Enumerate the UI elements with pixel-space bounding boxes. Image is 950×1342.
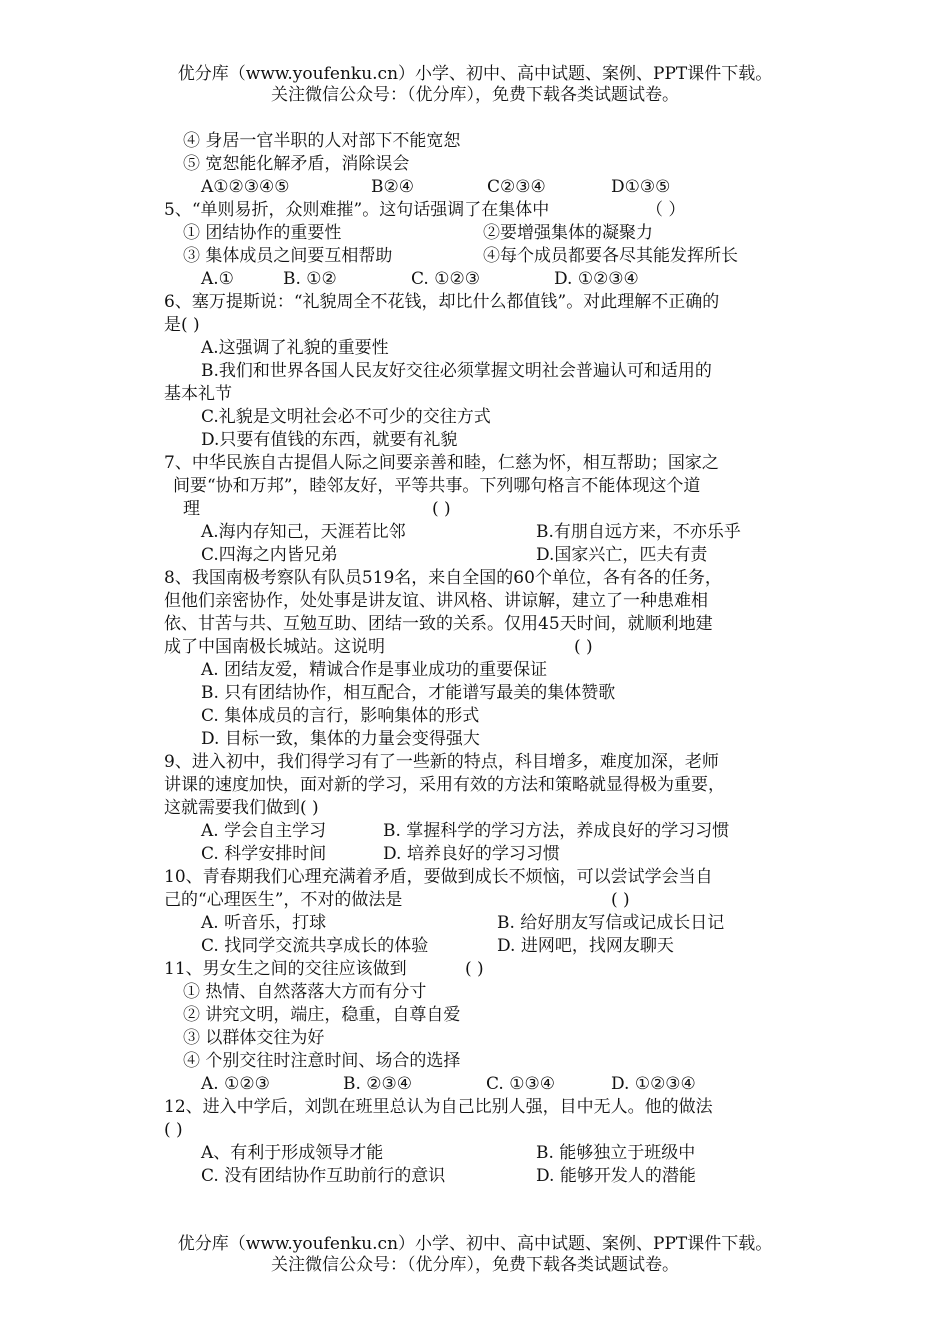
q6-option-d: D.只要有值钱的东西，就要有礼貌 — [201, 430, 458, 450]
q7-stem-2: 间要“协和万邦”，睦邻友好，平等共事。下列哪句格言不能体现这个道 — [173, 476, 701, 496]
q11-item-1: ① 热情、自然落落大方而有分寸 — [183, 982, 427, 1002]
q4-options — [164, 176, 804, 199]
q8-stem-1: 8、我国南极考察队有队员519名，来自全国的60个单位，各有各的任务， — [164, 568, 722, 588]
q5-item-1: ① 团结协作的重要性 — [183, 223, 342, 243]
q6-option-b: B.我们和世界各国人民友好交往必须掌握文明社会普遍认可和适用的 — [201, 361, 712, 381]
page-header — [0, 64, 950, 106]
q8-bracket: ( ) — [574, 637, 593, 657]
q4-option-a: A①②③④⑤ — [201, 177, 290, 197]
q12-stem-1: 12、进入中学后，刘凯在班里总认为自己比别人强，目中无人。他的做法 — [164, 1097, 713, 1117]
q7-options-row-2 — [164, 544, 804, 567]
q10-option-d: D. 进网吧，找网友聊天 — [497, 936, 674, 956]
q7-stem-1: 7、中华民族自古提倡人际之间要亲善和睦，仁慈为怀，相互帮助；国家之 — [164, 453, 719, 473]
q12-stem-2: ( ) — [164, 1120, 183, 1140]
q4-option-b: B②④ — [371, 177, 414, 197]
q12-option-b: B. 能够独立于班级中 — [536, 1143, 696, 1163]
q4-item-5: ⑤ 宽恕能化解矛盾，消除误会 — [183, 154, 410, 174]
q7-stem-3: 理 ( ) — [183, 499, 451, 519]
q5-options — [164, 268, 804, 291]
q10-stem-2: 己的“心理医生”，不对的做法是 ( ) — [164, 890, 630, 910]
q9-options-row-1 — [164, 820, 804, 843]
q6-stem-1: 6、塞万提斯说：“礼貌周全不花钱，却比什么都值钱”。对此理解不正确的 — [164, 292, 720, 312]
q8-option-a: A. 团结友爱，精诚合作是事业成功的重要保证 — [201, 660, 548, 680]
q6-option-c: C.礼貌是文明社会必不可少的交往方式 — [201, 407, 491, 427]
q11-options — [164, 1073, 804, 1096]
header-line-2: 关注微信公众号：（优分库），免费下载各类试题试卷。 — [271, 85, 679, 105]
footer-line-2: 关注微信公众号：（优分库），免费下载各类试题试卷。 — [271, 1255, 679, 1275]
q9-option-c: C. 科学安排时间 — [201, 844, 327, 864]
q12-option-a: A、有利于形成领导才能 — [201, 1143, 384, 1163]
q11-item-4: ④ 个别交往时注意时间、场合的选择 — [183, 1051, 461, 1071]
q12-options-row-1 — [164, 1142, 804, 1165]
q5-bracket: （ ） — [646, 200, 686, 220]
q7-option-c: C.四海之内皆兄弟 — [201, 545, 338, 565]
q5-stem: 5、“单则易折，众则难摧”。这句话强调了在集体中 （ ） — [164, 200, 686, 220]
q9-stem-2: 讲课的速度加快，面对新的学习，采用有效的方法和策略就显得极为重要， — [164, 775, 725, 795]
q9-stem-3: 这就需要我们做到( ) — [164, 798, 319, 818]
q7-option-d: D.国家兴亡，匹夫有责 — [536, 545, 708, 565]
q10-option-b: B. 给好朋友写信或记成长日记 — [497, 913, 725, 933]
q10-option-c: C. 找同学交流共享成长的体验 — [201, 936, 429, 956]
q9-option-a: A. 学会自主学习 — [201, 821, 327, 841]
page-footer — [0, 1234, 950, 1276]
q5-item-4: ④每个成员都要各尽其能发挥所长 — [483, 246, 738, 266]
q8-option-b: B. 只有团结协作，相互配合，才能谱写最美的集体赞歌 — [201, 683, 616, 703]
q9-option-d: D. 培养良好的学习习惯 — [383, 844, 560, 864]
q5-items-row-1 — [164, 222, 804, 245]
q12-options-row-2 — [164, 1165, 804, 1188]
q11-stem: 11、男女生之间的交往应该做到 ( ) — [164, 959, 484, 979]
q10-stem-1: 10、青春期我们心理充满着矛盾，要做到成长不烦恼，可以尝试学会当自 — [164, 867, 713, 887]
q4-option-d: D①③⑤ — [611, 177, 671, 197]
q11-option-a: A. ①②③ — [201, 1074, 270, 1094]
footer-line-1: 优分库（www.youfenku.cn）小学、初中、高中试题、案例、PPT课件下载。 — [177, 1234, 773, 1254]
q6-option-a: A.这强调了礼貌的重要性 — [201, 338, 389, 358]
q5-items-row-2 — [164, 245, 804, 268]
q7-option-b: B.有朋自远方来，不亦乐乎 — [536, 522, 741, 542]
q5-item-2: ②要增强集体的凝聚力 — [483, 223, 653, 243]
q8-option-d: D. 目标一致，集体的力量会变得强大 — [201, 729, 480, 749]
q5-option-c: C. ①②③ — [411, 269, 480, 289]
q11-item-2: ② 讲究文明，端庄，稳重，自尊自爱 — [183, 1005, 461, 1025]
q6-stem-2: 是( ) — [164, 315, 200, 335]
q6-option-b-cont: 基本礼节 — [164, 384, 232, 404]
q8-stem-3: 依、甘苦与共、互勉互助、团结一致的关系。仅用45天时间，就顺利地建 — [164, 614, 713, 634]
q5-option-a: A.① — [201, 269, 234, 289]
q11-option-d: D. ①②③④ — [611, 1074, 696, 1094]
q11-option-b: B. ②③④ — [343, 1074, 413, 1094]
q11-item-3: ③ 以群体交往为好 — [183, 1028, 325, 1048]
q4-option-c: C②③④ — [487, 177, 546, 197]
q5-item-3: ③ 集体成员之间要互相帮助 — [183, 246, 393, 266]
question-list — [164, 130, 804, 1188]
q11-option-c: C. ①③④ — [486, 1074, 555, 1094]
q9-option-b: B. 掌握科学的学习方法，养成良好的学习习惯 — [383, 821, 730, 841]
q10-options-row-2 — [164, 935, 804, 958]
q7-options-row-1 — [164, 521, 804, 544]
q5-option-d: D. ①②③④ — [554, 269, 639, 289]
q10-option-a: A. 听音乐，打球 — [201, 913, 327, 933]
q10-bracket: ( ) — [611, 890, 630, 910]
q10-options-row-1 — [164, 912, 804, 935]
q7-bracket: ( ) — [432, 499, 451, 519]
q8-option-c: C. 集体成员的言行，影响集体的形式 — [201, 706, 480, 726]
q5-option-b: B. ①② — [283, 269, 337, 289]
q4-item-4: ④ 身居一官半职的人对部下不能宽恕 — [183, 131, 461, 151]
q9-stem-1: 9、进入初中，我们得学习有了一些新的特点，科目增多，难度加深，老师 — [164, 752, 719, 772]
header-line-1: 优分库（www.youfenku.cn）小学、初中、高中试题、案例、PPT课件下载。 — [177, 64, 773, 84]
q12-option-d: D. 能够开发人的潜能 — [536, 1166, 696, 1186]
q7-option-a: A.海内存知己，天涯若比邻 — [201, 522, 406, 542]
q8-stem-2: 但他们亲密协作，处处事是讲友谊、讲风格、讲谅解，建立了一种患难相 — [164, 591, 708, 611]
q11-bracket: ( ) — [465, 959, 484, 979]
q8-stem-4: 成了中国南极长城站。这说明 ( ) — [164, 637, 593, 657]
q12-option-c: C. 没有团结协作互助前行的意识 — [201, 1166, 446, 1186]
q9-options-row-2 — [164, 843, 804, 866]
